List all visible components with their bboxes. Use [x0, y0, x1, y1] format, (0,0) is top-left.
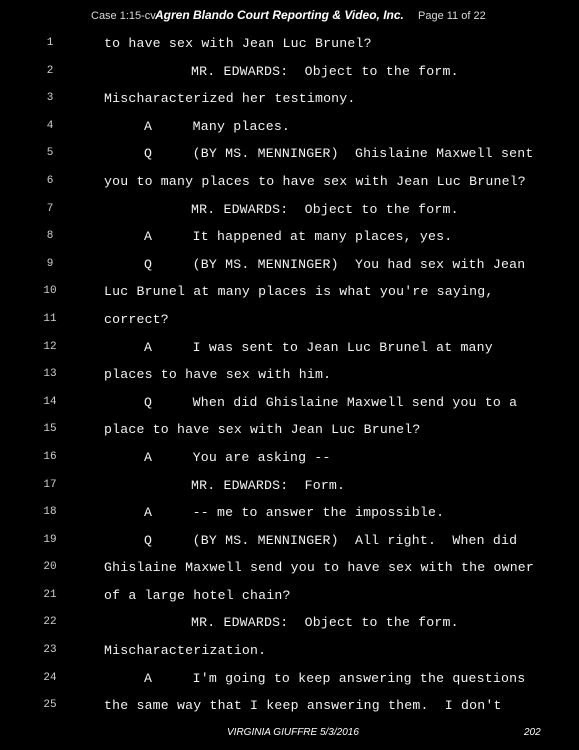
line-text: MR. EDWARDS: Object to the form. [191, 63, 459, 79]
transcript-line [0, 278, 579, 306]
transcript-line [0, 334, 579, 362]
transcript-line [0, 692, 579, 720]
line-number: 23 [43, 644, 57, 657]
line-text: MR. EDWARDS: Form. [191, 477, 346, 493]
line-number: 12 [43, 340, 57, 353]
page-count: Page 11 of 22 [418, 10, 486, 22]
line-text: you to many places to have sex with Jean Luc Brunel? [104, 173, 526, 189]
transcript-page-number: 202 [524, 727, 541, 738]
line-number: 16 [43, 450, 57, 463]
line-number: 14 [43, 395, 57, 408]
transcript-line [0, 196, 579, 224]
line-text: A I'm going to keep answering the questions [144, 670, 526, 686]
line-text: places to have sex with him. [104, 367, 332, 383]
line-text: Q When did Ghislaine Maxwell send you to a [144, 394, 518, 410]
line-text: to have sex with Jean Luc Brunel? [104, 36, 372, 51]
transcript-line [0, 389, 579, 417]
page-header [0, 8, 579, 26]
line-text: place to have sex with Jean Luc Brunel? [104, 422, 421, 438]
line-number: 15 [43, 423, 57, 436]
line-text: A I was sent to Jean Luc Brunel at many [144, 339, 493, 355]
transcript-line [0, 306, 579, 334]
transcript-line [0, 168, 579, 196]
line-text: Q (BY MS. MENNINGER) Ghislaine Maxwell sent [144, 146, 534, 162]
transcript-line [0, 416, 579, 444]
transcript-line [0, 113, 579, 141]
line-text: Mischaracterization. [104, 643, 267, 659]
transcript-line [0, 361, 579, 389]
line-number: 11 [43, 312, 57, 325]
line-number: 6 [46, 174, 54, 187]
transcript-line [0, 609, 579, 637]
line-text: A It happened at many places, yes. [144, 229, 453, 245]
line-text: MR. EDWARDS: Object to the form. [191, 201, 459, 217]
transcript-line [0, 554, 579, 582]
line-text: Q (BY MS. MENNINGER) All right. When did [144, 532, 518, 548]
transcript-line [0, 140, 579, 168]
line-text: A You are asking -- [144, 449, 331, 465]
case-caption: Case 1:15-cv- [91, 10, 160, 22]
transcript-line [0, 499, 579, 527]
line-text: Luc Brunel at many places is what you're saying, [104, 284, 494, 300]
line-number: 8 [46, 230, 54, 243]
line-number: 7 [46, 202, 54, 215]
line-number: 9 [46, 257, 54, 270]
line-number: 5 [46, 147, 54, 160]
transcript-line [0, 223, 579, 251]
line-number: 22 [43, 616, 57, 629]
line-text: A -- me to answer the impossible. [144, 505, 445, 521]
transcript-body [0, 30, 579, 720]
transcript-line [0, 665, 579, 693]
court-reporter-name: Agren Blando Court Reporting & Video, Inc. [155, 8, 404, 22]
line-text: A Many places. [144, 118, 291, 134]
transcript-line [0, 582, 579, 610]
line-number: 1 [46, 37, 54, 49]
page-footer [0, 727, 579, 743]
line-number: 17 [43, 478, 57, 491]
line-number: 18 [43, 506, 57, 519]
line-number: 13 [43, 368, 57, 381]
line-text: of a large hotel chain? [104, 587, 291, 603]
line-text: Q (BY MS. MENNINGER) You had sex with Jean [144, 256, 526, 272]
transcript-line [0, 637, 579, 665]
line-number: 24 [43, 671, 57, 684]
line-number: 10 [43, 285, 57, 298]
line-text: Ghislaine Maxwell send you to have sex with the owner [104, 560, 535, 576]
line-number: 25 [43, 699, 57, 712]
transcript-line [0, 527, 579, 555]
line-number: 21 [43, 588, 57, 601]
transcript-line [0, 58, 579, 86]
transcript-line [0, 472, 579, 500]
witness-date: VIRGINIA GIUFFRE 5/3/2016 [227, 727, 359, 738]
transcript-line [0, 30, 579, 58]
line-text: correct? [104, 311, 169, 327]
line-number: 3 [46, 92, 54, 105]
line-text: Mischaracterized her testimony. [104, 91, 356, 107]
line-number: 4 [46, 119, 54, 132]
transcript-line [0, 85, 579, 113]
line-text: the same way that I keep answering them. I don't [104, 698, 502, 714]
line-text: MR. EDWARDS: Object to the form. [191, 615, 459, 631]
transcript-line [0, 444, 579, 472]
transcript-line [0, 251, 579, 279]
line-number: 19 [43, 533, 57, 546]
line-number: 2 [46, 64, 54, 77]
line-number: 20 [43, 561, 57, 574]
